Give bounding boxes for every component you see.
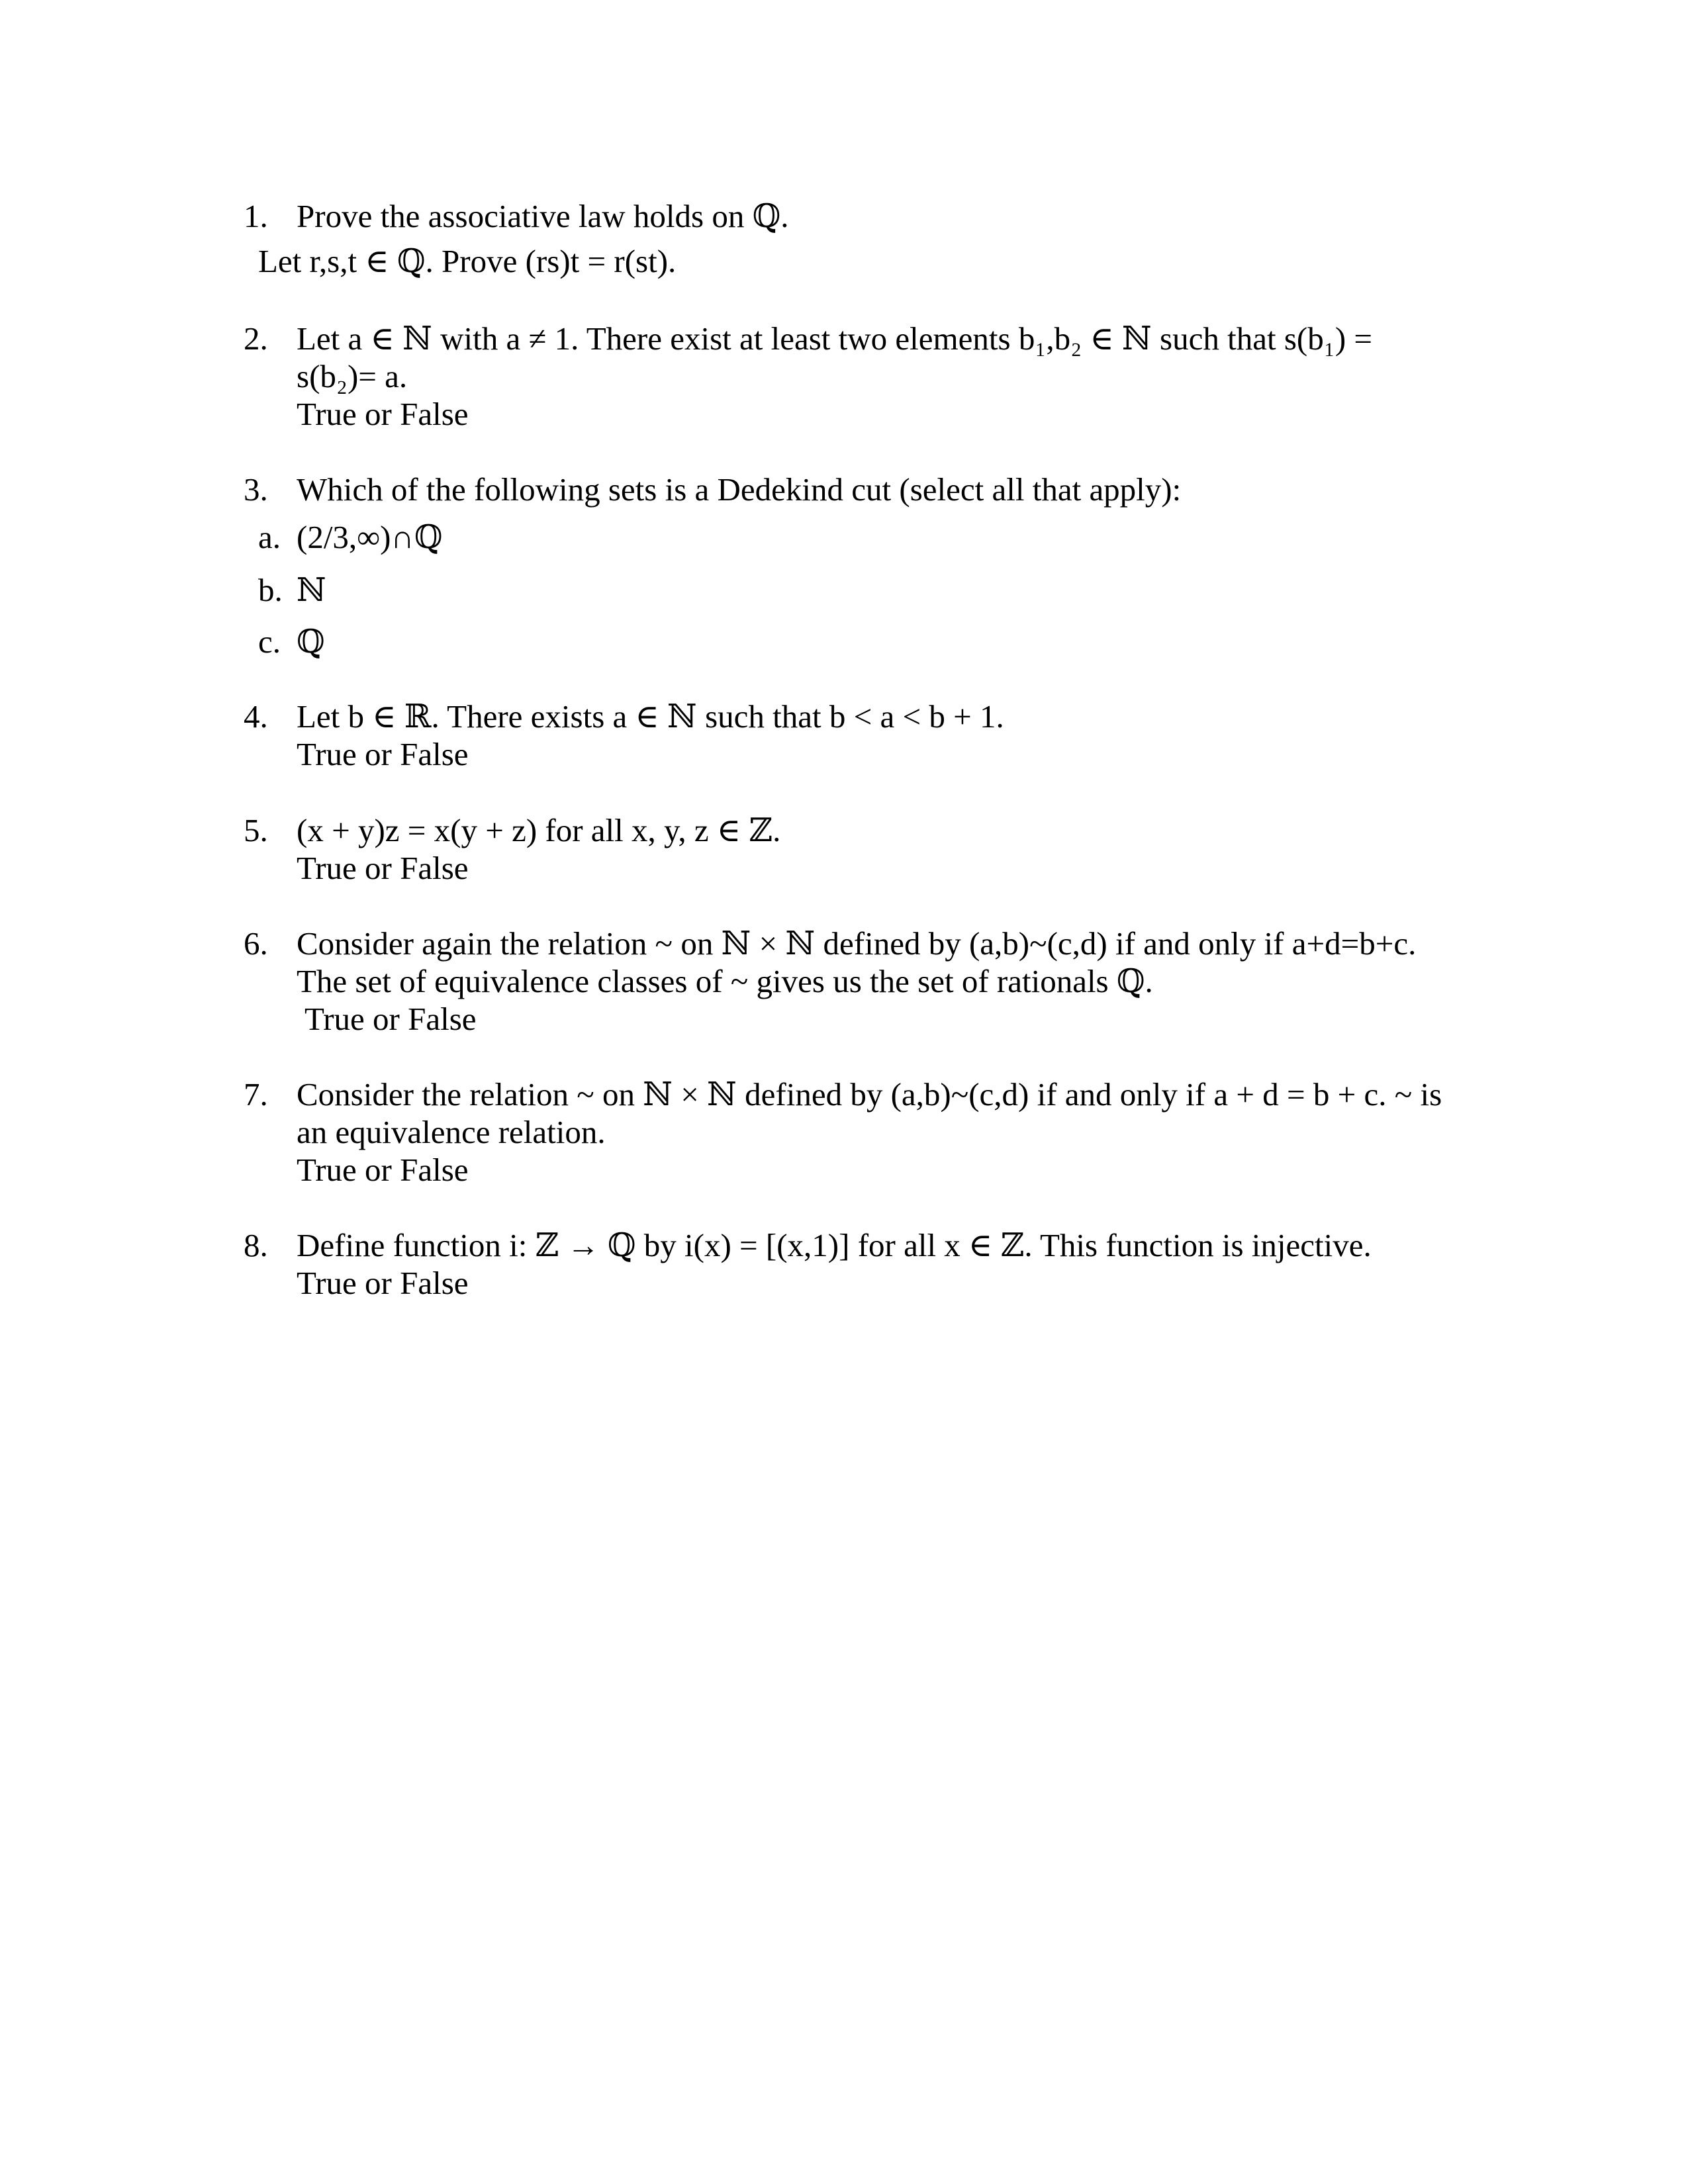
question-text-cont: The set of equivalence classes of ~ gives us the set of rationals ℚ.: [297, 963, 1153, 999]
answer-choices: True or False: [305, 1001, 477, 1037]
option-letter: a.: [258, 519, 281, 555]
option-letter: c.: [258, 623, 281, 660]
option-text: ℚ: [297, 623, 325, 660]
question-text: Consider the relation ~ on ℕ × ℕ defined by (a,b)~(c,d) if and only if a + d = b + c. ~ is: [297, 1076, 1442, 1113]
answer-choices: True or False: [297, 1265, 469, 1301]
question-number: 5.: [244, 812, 268, 848]
question-number: 2.: [244, 320, 268, 357]
question-text: (x + y)z = x(y + z) for all x, y, z ∈ ℤ.: [297, 812, 781, 848]
question-text: Define function i: ℤ → ℚ by i(x) = [(x,1)] for all x ∈ ℤ. This function is injective.: [297, 1227, 1372, 1263]
question-text: Let b ∈ ℝ. There exists a ∈ ℕ such that b < a < b + 1.: [297, 698, 1004, 735]
option-c: [258, 623, 325, 660]
question-number: 1.: [244, 198, 268, 234]
option-text: (2/3,∞)∩ℚ: [297, 519, 443, 555]
question-number: 4.: [244, 698, 268, 735]
answer-choices: True or False: [297, 850, 469, 886]
question-text: Which of the following sets is a Dedekind cut (select all that apply):: [297, 471, 1182, 508]
answer-choices: True or False: [297, 396, 469, 432]
question-number: 6.: [244, 925, 268, 962]
question-text: Prove the associative law holds on ℚ.: [297, 198, 789, 234]
question-text: Let a ∈ ℕ with a ≠ 1. There exist at least two elements b₁,b₂ ∈ ℕ such that s(b₁) =: [297, 320, 1373, 357]
answer-choices: True or False: [297, 1152, 469, 1188]
question-text: Consider again the relation ~ on ℕ × ℕ defined by (a,b)~(c,d) if and only if a+d=b+c.: [297, 925, 1417, 962]
question-number: 8.: [244, 1227, 268, 1263]
question-number: 3.: [244, 471, 268, 508]
question-subtext: Let r,s,t ∈ ℚ. Prove (rs)t = r(st).: [258, 243, 677, 279]
option-b: [258, 571, 326, 609]
option-text: ℕ: [297, 572, 326, 608]
question-number: 7.: [244, 1076, 268, 1113]
answer-choices: True or False: [297, 736, 469, 772]
option-a: [258, 518, 443, 556]
option-letter: b.: [258, 572, 283, 608]
question-text-cont: s(b₂)= a.: [297, 358, 408, 394]
question-text-cont: an equivalence relation.: [297, 1114, 606, 1150]
